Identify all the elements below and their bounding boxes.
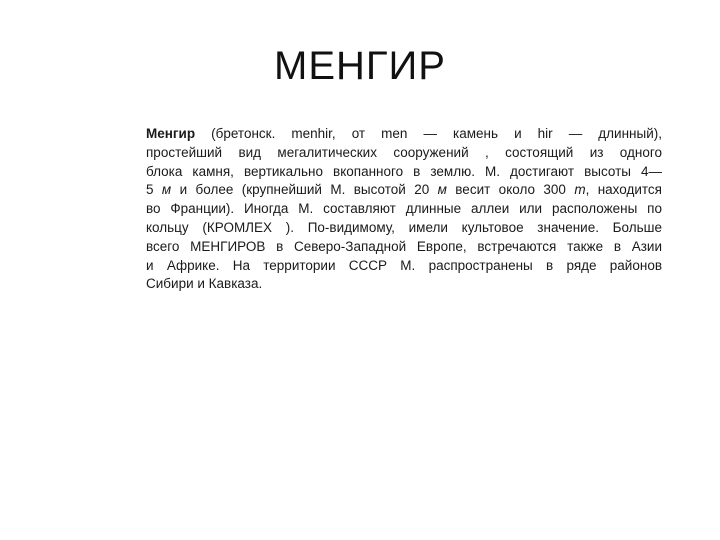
article-text: и более (крупнейший М. высотой 20 — [171, 182, 438, 198]
article-text: (бретонск. menhir, от men — камень и hir — длинный), — [195, 126, 662, 141]
article-text: во Франции). Иногда М. составляют длинные аллеи или расположены по — [146, 201, 662, 217]
article-term: Менгир — [146, 126, 196, 141]
article-text: всего МЕНГИРОВ в Северо-Западной Европе, встречаются также в Азии — [146, 238, 662, 254]
article-line — [146, 275, 662, 294]
article-text: и Африке. На территории СССР М. распространены в ряде районов — [146, 257, 662, 273]
article-line — [146, 125, 662, 144]
article-line — [146, 219, 662, 238]
unit-meter: м — [437, 182, 447, 198]
article-body — [146, 125, 662, 294]
article-line — [146, 181, 662, 200]
article-text: блока камня, вертикально вкопанного в землю. М. достигают высоты 4— — [146, 163, 662, 179]
page-title-text: МЕНГИР — [274, 44, 446, 88]
article-text: , находится — [585, 182, 662, 198]
page-title — [0, 44, 720, 89]
article-text: простейший вид мегалитических сооружений , состоящий из одного — [146, 144, 662, 160]
unit-meter: м — [161, 182, 172, 198]
article-line — [146, 238, 662, 257]
article-line — [146, 257, 662, 276]
article-line — [146, 163, 662, 182]
article-text: Сибири и Кавказа. — [146, 276, 263, 292]
article-text: 5 — [146, 182, 162, 198]
article-line — [146, 144, 662, 163]
unit-ton: т — [574, 182, 586, 198]
article-text: весит около 300 — [446, 182, 575, 198]
article-line — [146, 200, 662, 219]
article-text: кольцу (КРОМЛЕХ ). По-видимому, имели культовое значение. Больше — [146, 219, 662, 235]
